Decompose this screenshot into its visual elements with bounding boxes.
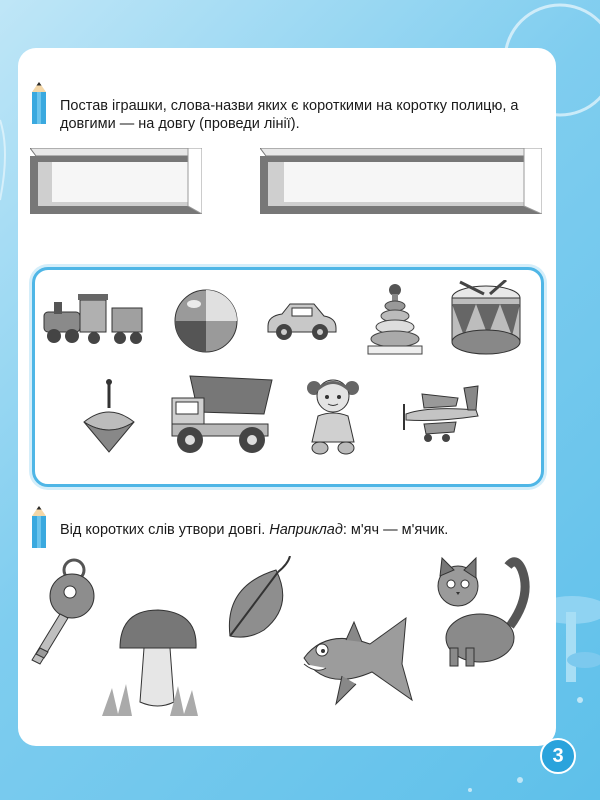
- leaf-icon[interactable]: [224, 556, 298, 640]
- doll-icon[interactable]: [304, 376, 362, 456]
- task-1-instruction: Постав іграшки, слова-назви яких є короткими на коротку полицю, а довгими — на довгу (проведи лінії).: [60, 98, 519, 132]
- example-text: : м'яч — м'ячик.: [342, 522, 449, 538]
- page-number: 3: [540, 738, 576, 774]
- train-icon[interactable]: [40, 292, 144, 348]
- dump-truck-icon[interactable]: [168, 372, 274, 458]
- toy-car-icon[interactable]: [264, 300, 338, 342]
- example-label: Наприклад: [269, 522, 343, 538]
- spinning-top-icon[interactable]: [80, 378, 138, 456]
- pyramid-icon[interactable]: [366, 282, 424, 356]
- pencil-icon: [32, 82, 46, 124]
- airplane-icon[interactable]: [398, 384, 482, 446]
- long-shelf[interactable]: [260, 148, 542, 214]
- drum-icon[interactable]: [446, 280, 526, 360]
- ball-icon[interactable]: [172, 288, 240, 354]
- pencil-icon: [32, 506, 46, 548]
- task-2-text: Від коротких слів утвори довгі.: [60, 522, 270, 538]
- key-icon[interactable]: [22, 556, 100, 672]
- short-shelf[interactable]: [30, 148, 202, 214]
- cat-icon[interactable]: [432, 556, 536, 668]
- task-2-instruction: [60, 521, 540, 539]
- fish-icon[interactable]: [296, 614, 416, 718]
- mushroom-icon[interactable]: [100, 606, 200, 720]
